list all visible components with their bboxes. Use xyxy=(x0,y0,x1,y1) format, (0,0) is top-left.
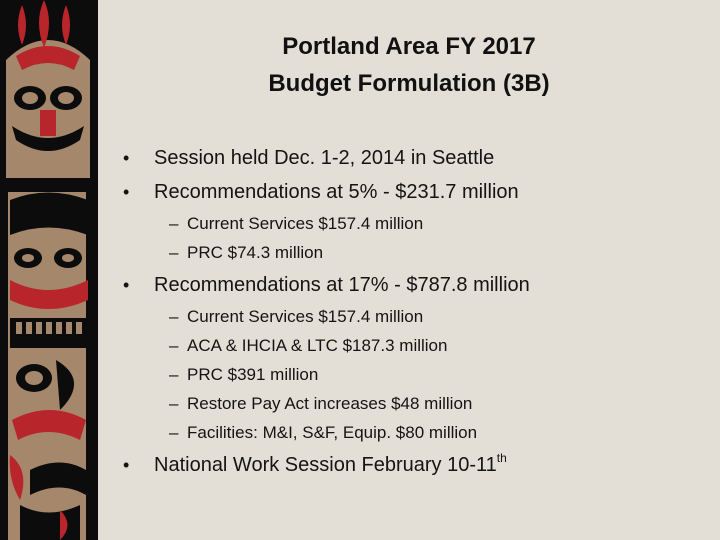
bullet-national-session xyxy=(123,453,507,477)
bullet-marker: • xyxy=(123,182,130,202)
slide-title xyxy=(98,28,720,102)
bullet-text: Recommendations at 17% - $787.8 million xyxy=(154,274,530,296)
totem-pole-art xyxy=(0,0,98,540)
bullet-marker: • xyxy=(123,455,130,475)
sub-item xyxy=(169,214,423,234)
bullet-text: Recommendations at 5% - $231.7 million xyxy=(154,181,519,203)
sub-item-text: Current Services $157.4 million xyxy=(187,214,424,233)
sub-item xyxy=(169,423,477,443)
sub-item-text: PRC $391 million xyxy=(187,365,319,384)
title-line-1: Portland Area FY 2017 xyxy=(282,33,536,60)
sub-marker: – xyxy=(169,243,179,262)
bullet-marker: • xyxy=(123,148,130,168)
sub-item xyxy=(169,365,318,385)
bullet-recommendations-17 xyxy=(123,273,530,297)
sub-marker: – xyxy=(169,423,179,442)
sub-item xyxy=(169,394,472,414)
bullet-text: National Work Session February 10-11 xyxy=(154,454,497,476)
bullet-marker: • xyxy=(123,275,130,295)
sub-item-text: Restore Pay Act increases $48 million xyxy=(187,394,473,413)
sub-item-text: PRC $74.3 million xyxy=(187,243,324,262)
sub-item xyxy=(169,307,423,327)
bullet-session xyxy=(123,146,494,170)
sub-item xyxy=(169,243,323,263)
slide-content xyxy=(98,0,720,540)
title-line-2: Budget Formulation (3B) xyxy=(268,70,550,97)
bullet-recommendations-5 xyxy=(123,180,519,204)
sub-marker: – xyxy=(169,336,179,355)
sub-item-text: Facilities: M&I, S&F, Equip. $80 million xyxy=(187,423,478,442)
sub-marker: – xyxy=(169,307,179,326)
sub-item-text: Current Services $157.4 million xyxy=(187,307,424,326)
sub-item xyxy=(169,336,447,356)
totem-pole-graphic xyxy=(0,0,98,540)
sub-marker: – xyxy=(169,214,179,233)
bullet-text: Session held Dec. 1-2, 2014 in Seattle xyxy=(154,147,495,169)
bullet-superscript: th xyxy=(496,451,507,465)
sub-marker: – xyxy=(169,365,179,384)
sub-item-text: ACA & IHCIA & LTC $187.3 million xyxy=(187,336,448,355)
sub-marker: – xyxy=(169,394,179,413)
